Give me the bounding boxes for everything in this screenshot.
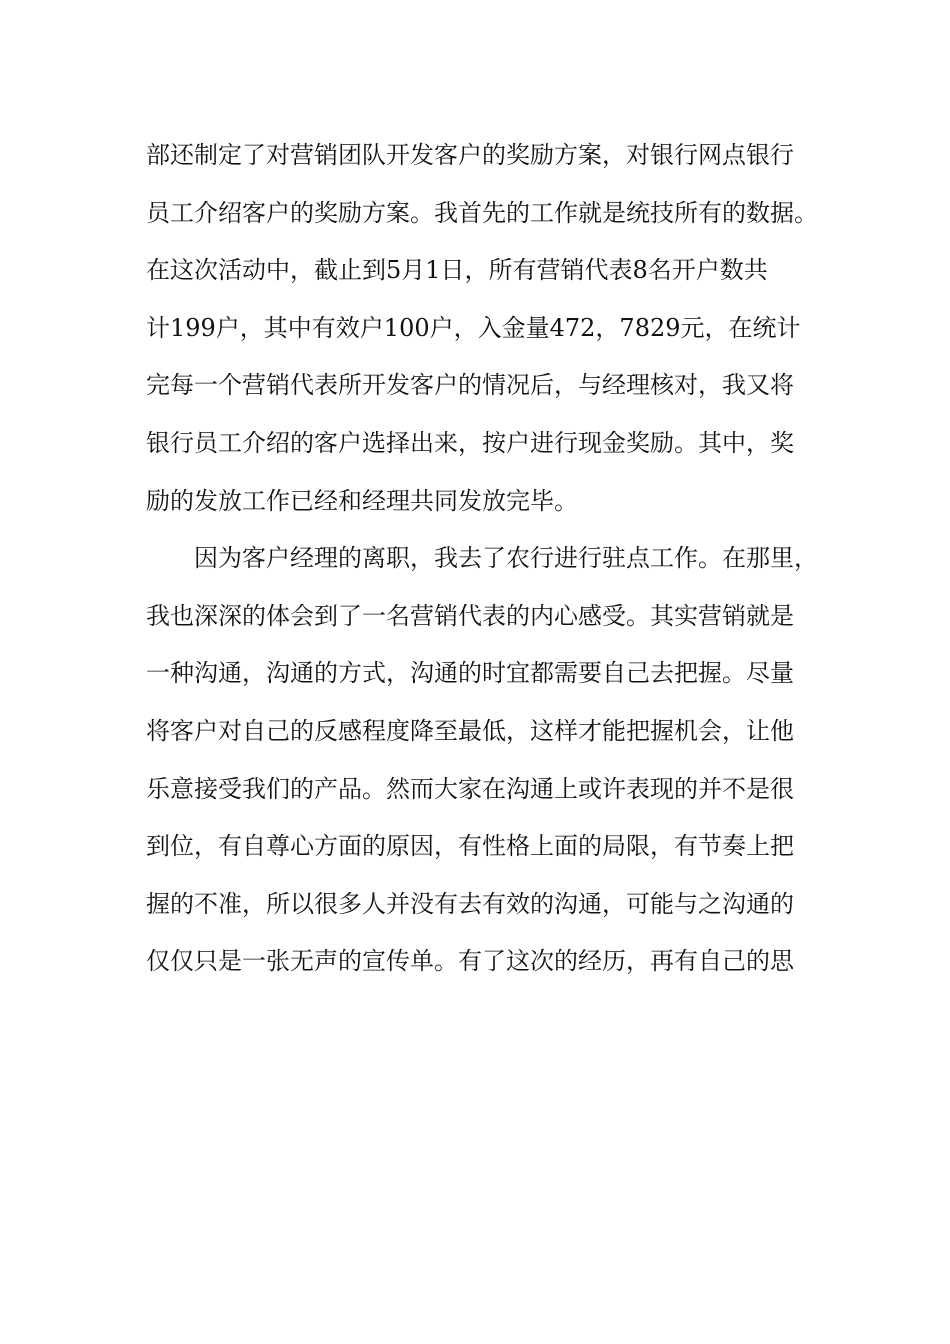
text-line: 乐意接受我们的产品。然而大家在沟通上或许表现的并不是很 (146, 774, 794, 803)
text-line: 握的不准，所以很多人并没有去有效的沟通，可能与之沟通的 (146, 889, 794, 918)
text-line: 励的发放工作已经和经理共同发放完毕。 (146, 486, 578, 515)
text-line: 将客户对自己的反感程度降至最低，这样才能把握机会，让他 (146, 716, 794, 745)
text-line: 我也深深的体会到了一名营销代表的内心感受。其实营销就是 (146, 601, 794, 630)
body-text (146, 127, 826, 991)
text-line: 银行员工介绍的客户选择出来，按户进行现金奖励。其中，奖 (146, 428, 794, 457)
text-line: 仅仅只是一张无声的宣传单。有了这次的经历，再有自己的思 (146, 947, 794, 976)
text-line: 员工介绍客户的奖励方案。我首先的工作就是统技所有的数据。 (146, 198, 818, 227)
text-line: 在这次活动中，截止到5月1日，所有营销代表8名开户数共 (146, 256, 768, 285)
paragraph-2 (146, 530, 826, 991)
text-line: 完每一个营销代表所开发客户的情况后，与经理核对，我又将 (146, 371, 794, 400)
paragraph-1 (146, 127, 826, 530)
text-line: 部还制定了对营销团队开发客户的奖励方案，对银行网点银行 (146, 141, 794, 169)
text-line: 因为客户经理的离职，我去了农行进行驻点工作。在那里， (194, 544, 818, 573)
text-line: 到位，有自尊心方面的原因，有性格上面的局限，有节奏上把 (146, 832, 794, 861)
text-line: 计199户，其中有效户100户，入金量472，7829元，在统计 (146, 313, 801, 342)
text-line: 一种沟通，沟通的方式，沟通的时宜都需要自己去把握。尽量 (146, 659, 794, 688)
